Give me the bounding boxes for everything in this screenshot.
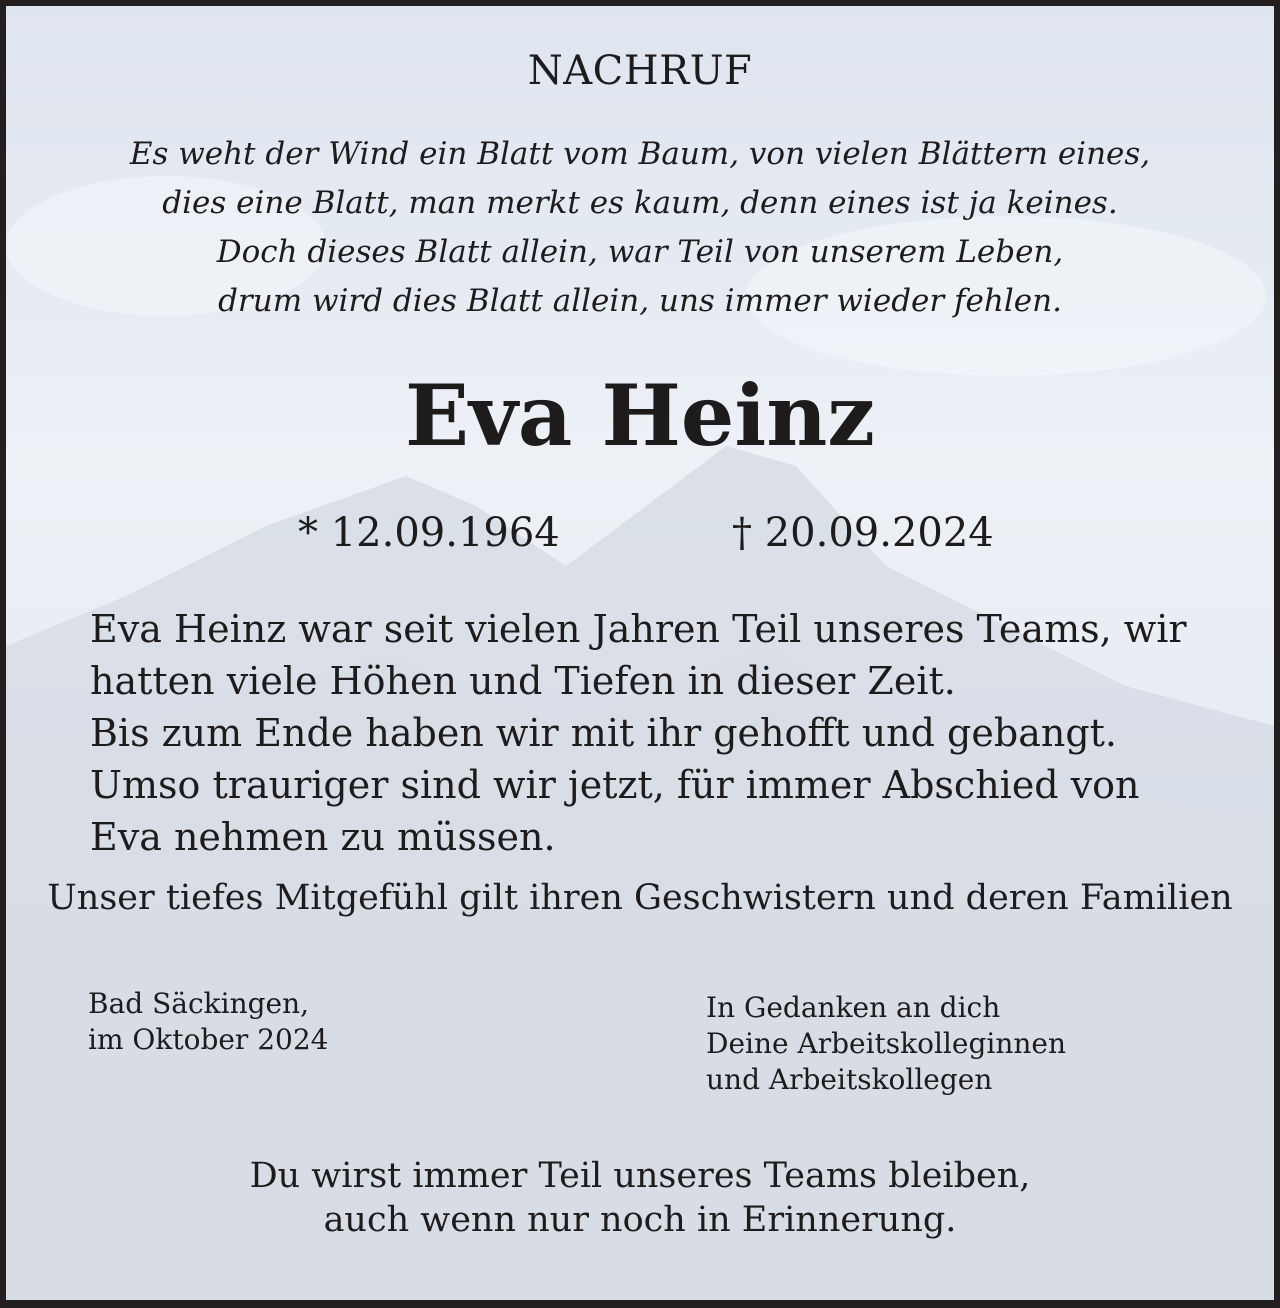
poem-line: Doch dieses Blatt allein, war Teil von unserem Leben, bbox=[216, 234, 1064, 270]
obituary-card bbox=[6, 6, 1274, 1300]
closing-text bbox=[6, 1154, 1274, 1242]
signature bbox=[706, 990, 1066, 1098]
place-line: im Oktober 2024 bbox=[88, 1023, 329, 1056]
deceased-name: Eva Heinz bbox=[405, 366, 875, 465]
body-text bbox=[90, 603, 1210, 863]
body-line: Eva nehmen zu müssen. bbox=[90, 815, 556, 859]
death-date: † 20.09.2024 bbox=[732, 510, 994, 556]
body-line: Umso trauriger sind wir jetzt, für immer Abschied von bbox=[90, 763, 1140, 807]
place-line: Bad Säckingen, bbox=[88, 987, 310, 1020]
poem-line: drum wird dies Blatt allein, uns immer wieder fehlen. bbox=[218, 283, 1062, 319]
body-line: Bis zum Ende haben wir mit ihr gehofft und gebangt. bbox=[90, 711, 1118, 755]
poem-line: dies eine Blatt, man merkt es kaum, denn eines ist ja keines. bbox=[162, 185, 1118, 221]
signature-line: In Gedanken an dich bbox=[706, 991, 1001, 1024]
poem-line: Es weht der Wind ein Blatt vom Baum, von vielen Blättern eines, bbox=[129, 136, 1151, 172]
signature-line: Deine Arbeitskolleginnen bbox=[706, 1027, 1067, 1060]
closing-line: auch wenn nur noch in Erinnerung. bbox=[323, 1200, 957, 1240]
poem bbox=[6, 130, 1274, 326]
sympathy-line: Unser tiefes Mitgefühl gilt ihren Geschwistern und deren Familien bbox=[47, 878, 1233, 918]
signature-line: und Arbeitskollegen bbox=[706, 1063, 993, 1096]
place-date bbox=[88, 986, 328, 1058]
heading: NACHRUF bbox=[527, 48, 753, 94]
body-line: Eva Heinz war seit vielen Jahren Teil unseres Teams, wir bbox=[90, 607, 1187, 651]
body-line: hatten viele Höhen und Tiefen in dieser Zeit. bbox=[90, 659, 956, 703]
birth-date: * 12.09.1964 bbox=[298, 510, 560, 556]
closing-line: Du wirst immer Teil unseres Teams bleiben, bbox=[249, 1156, 1031, 1196]
